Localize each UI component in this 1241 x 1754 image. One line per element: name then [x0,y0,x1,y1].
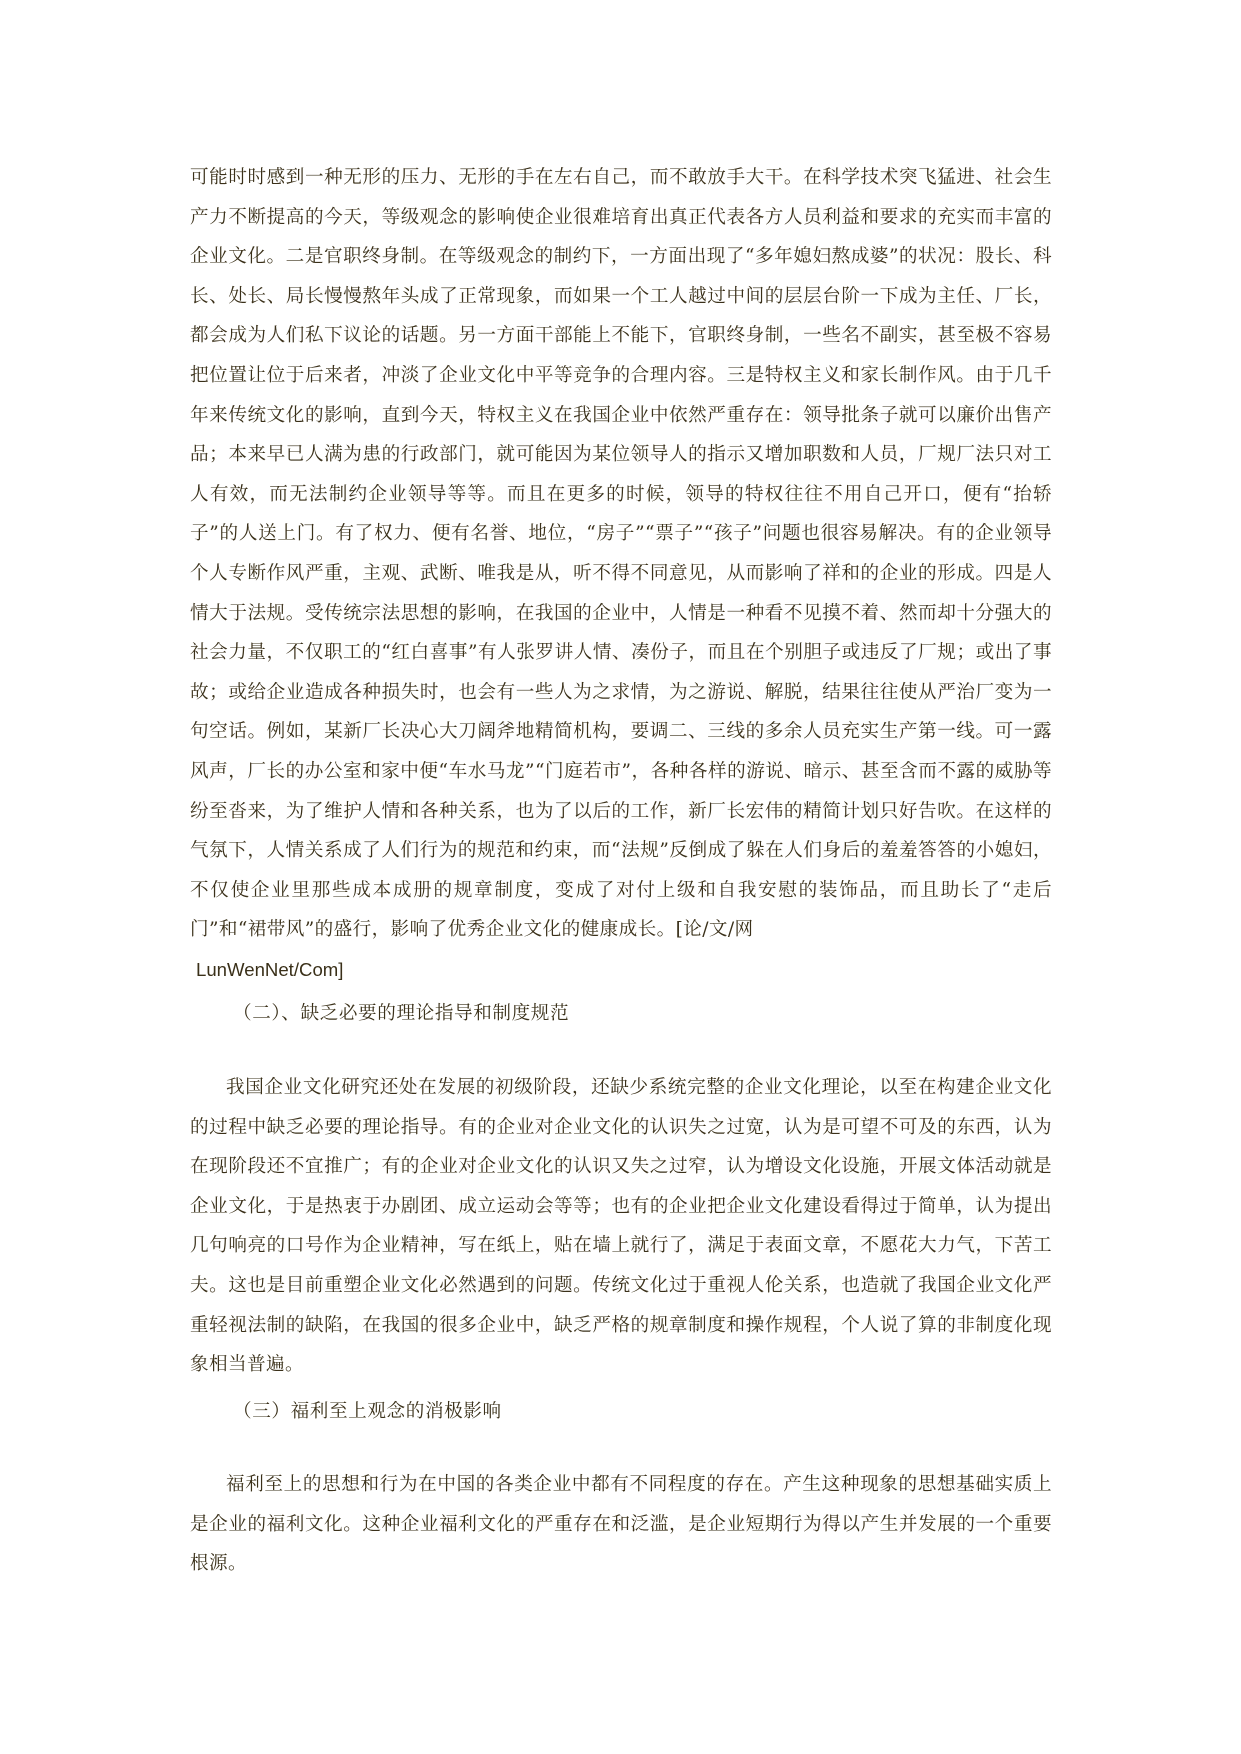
body-paragraph-3: 福利至上的思想和行为在中国的各类企业中都有不同程度的存在。产生这种现象的思想基础实质上是企业的福利文化。这种企业福利文化的严重存在和泛滥，是企业短期行为得以产生并发展的一个重要根源。 [190,1474,1052,1575]
body-paragraph-1 [190,158,1052,989]
body-paragraph-2: 我国企业文化研究还处在发展的初级阶段，还缺少系统完整的企业文化理论，以至在构建企业文化的过程中缺乏必要的理论指导。有的企业对企业文化的认识失之过宽，认为是可望不可及的东西，认为在现阶段还不宜推广；有的企业对企业文化的认识又失之过窄，认为增设文化设施，开展文体活动就是企业文化，于是热衷于办剧团、成立运动会等等；也有的企业把企业文化建设看得过于简单，认为提出几句响亮的口号作为企业精神，写在纸上，贴在墙上就行了，满足于表面文章，不愿花大力气，下苦工夫。这也是目前重塑企业文化必然遇到的问题。传统文化过于重视人伦关系，也造就了我国企业文化严重轻视法制的缺陷，在我国的很多企业中，缺乏严格的规章制度和操作规程，个人说了算的非制度化现象相当普遍。 [190,1077,1052,1376]
paragraph-1-source-tail: LunWenNet/Com] [196,958,344,980]
section-heading-3: （三）福利至上观念的消极影响 [233,1401,502,1422]
section-heading-2: （二）、缺乏必要的理论指导和制度规范 [233,1003,570,1024]
paragraph-1-text: 可能时时感到一种无形的压力、无形的手在左右自己，而不敢放手大干。在科学技术突飞猛进、社会生产力不断提高的今天，等级观念的影响使企业很难培育出真正代表各方人员利益和要求的充实而丰富的企业文化。二是官职终身制。在等级观念的制约下，一方面出现了“多年媳妇熬成婆”的状况：股长、科长、处长、局长慢慢熬年头成了正常现象，而如果一个工人越过中间的层层台阶一下成为主任、厂长，都会成为人们私下议论的话题。另一方面干部能上不能下，官职终身制，一些名不副实，甚至极不容易把位置让位于后来者，冲淡了企业文化中平等竞争的合理内容。三是特权主义和家长制作风。由于几千年来传统文化的影响，直到今天，特权主义在我国企业中依然严重存在：领导批条子就可以廉价出售产品；本来早已人满为患的行政部门，就可能因为某位领导人的指示又增加职数和人员，厂规厂法只对工人有效，而无法制约企业领导等等。而且在更多的时候，领导的特权往往不用自己开口，便有“抬轿子”的人送上门。有了权力、便有名誉、地位，“房子”“票子”“孩子”问题也很容易解决。有的企业领导个人专断作风严重，主观、武断、唯我是从，听不得不同意见，从而影响了祥和的企业的形成。四是人情大于法规。受传统宗法思想的影响，在我国的企业中，人情是一种看不见摸不着、然而却十分强大的社会力量，不仅职工的“红白喜事”有人张罗讲人情、凑份子，而且在个别胆子或违反了厂规；或出了事故；或给企业造成各种损失时，也会有一些人为之求情，为之游说、解脱，结果往往使从严治厂变为一句空话。例如，某新厂长决心大刀阔斧地精简机构，要调二、三线的多余人员充实生产第一线。可一露风声，厂长的办公室和家中便“车水马龙”“门庭若市”，各种各样的游说、暗示、甚至含而不露的威胁等纷至沓来，为了维护人情和各种关系，也为了以后的工作，新厂长宏伟的精简计划只好告吹。在这样的气氛下，人情关系成了人们行为的规范和约束，而“法规”反倒成了躲在人们身后的羞羞答答的小媳妇，不仅使企业里那些成本成册的规章制度，变成了对付上级和自我安慰的装饰品，而且助长了“走后门”和“裙带风”的盛行，影响了优秀企业文化的健康成长。[论/文/网 [190,167,1052,941]
